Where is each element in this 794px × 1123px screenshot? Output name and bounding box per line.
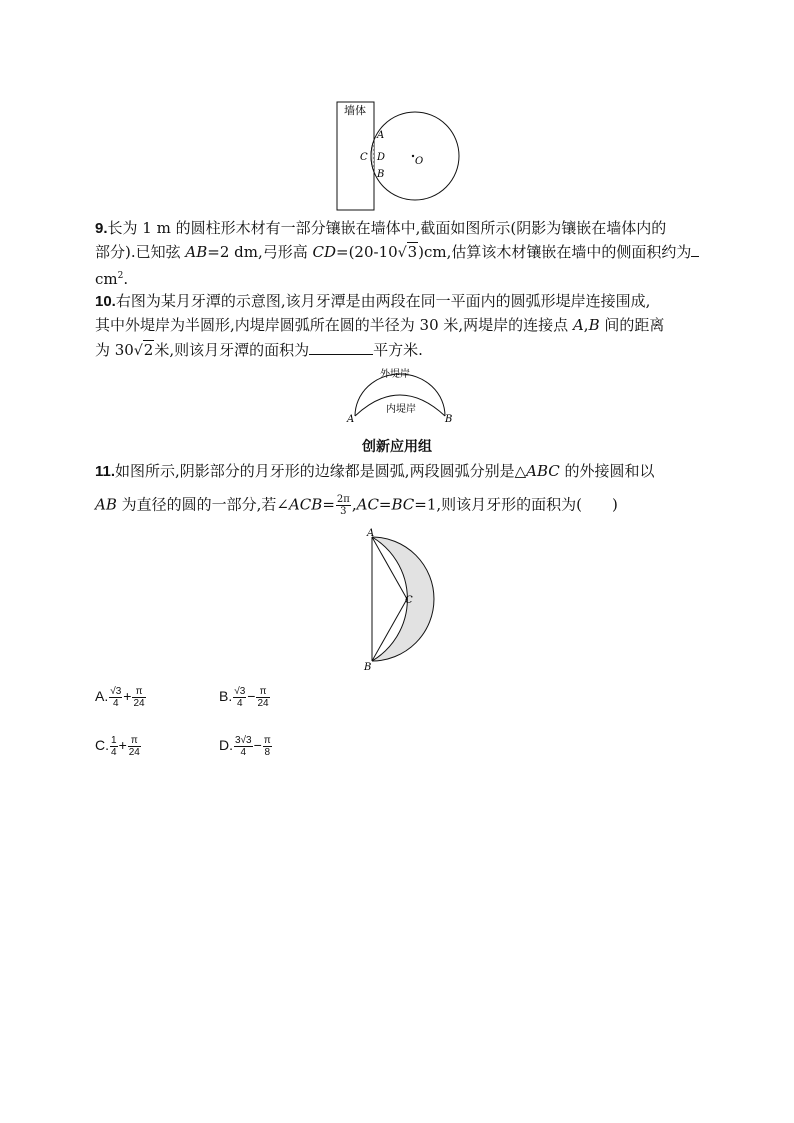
outer-bank-label: 外堤岸 bbox=[380, 369, 410, 380]
q11-abc: ABC bbox=[526, 462, 560, 480]
label-b: B bbox=[377, 169, 385, 180]
q9-end: . bbox=[123, 270, 129, 288]
q9-text-2e: =(20-10 bbox=[336, 243, 398, 261]
label-b: B bbox=[445, 414, 453, 425]
label-a: A bbox=[377, 130, 385, 141]
q10-number: 10. bbox=[95, 293, 116, 310]
option-c[interactable]: C. $\frac{1}{4}$ + $\frac{\pi}{24}$ bbox=[95, 734, 140, 758]
q9-number: 9. bbox=[95, 220, 108, 237]
crescent-shading bbox=[372, 537, 434, 661]
q11-text-1c: 的外接圆和以 bbox=[559, 462, 655, 480]
figure-q10 bbox=[345, 364, 455, 426]
q9-unit: cm bbox=[95, 270, 118, 288]
label-c: C bbox=[405, 595, 413, 606]
q9-ab: AB bbox=[185, 243, 208, 261]
option-d[interactable]: D. $\frac{3√3}{4}$ − $\frac{\pi}{8}$ bbox=[219, 734, 271, 758]
q10-text-2e: 间的距离 bbox=[599, 316, 665, 334]
q9-text-2a: 部分).已知弦 bbox=[95, 243, 186, 261]
q10-text-3c: 平方米. bbox=[373, 341, 423, 359]
q9-answer-blank[interactable] bbox=[691, 242, 699, 257]
q11-bc: BC bbox=[391, 495, 415, 514]
q11-eq2: = bbox=[378, 495, 392, 514]
q11-angle-fraction: $\frac{2\pi}{3}$ bbox=[336, 494, 350, 517]
q10-text-2a: 其中外堤岸为半圆形,内堤岸圆弧所在圆的半径为 30 米,两堤岸的连接点 bbox=[95, 316, 573, 334]
q11-acb: ACB bbox=[288, 495, 323, 514]
q11-line-1 bbox=[95, 461, 655, 482]
wall-rect bbox=[337, 102, 374, 210]
q9-text-2f: )cm,估算该木材镶嵌在墙中的侧面积约为 bbox=[418, 243, 692, 261]
q10-sqrt: √2 bbox=[133, 341, 154, 359]
q10-text-3a: 为 30 bbox=[95, 341, 134, 359]
q9-unit-sup: 2 bbox=[117, 271, 124, 281]
option-b-label: B. bbox=[219, 688, 233, 704]
q10-b: B bbox=[588, 316, 600, 334]
q11-text-1a: 如图所示,阴影部分的月牙形的边缘都是圆弧,两段圆弧分别是△ bbox=[115, 462, 527, 480]
option-a-label: A. bbox=[95, 688, 109, 704]
q11-text-2i: =1,则该月牙形的面积为( ) bbox=[414, 495, 618, 514]
q10-line-3 bbox=[95, 340, 423, 361]
label-c: C bbox=[360, 152, 368, 163]
q10-line-2 bbox=[95, 315, 664, 335]
q11-comma: , bbox=[351, 495, 357, 514]
q11-line-2 bbox=[95, 494, 618, 517]
inner-bank-label: 内堤岸 bbox=[386, 404, 416, 415]
q10-answer-blank[interactable] bbox=[309, 340, 373, 355]
q9-line-3 bbox=[95, 266, 128, 289]
center-o-dot bbox=[412, 155, 414, 157]
q11-text-2b: 为直径的圆的一部分,若∠ bbox=[116, 495, 289, 514]
q11-ab: AB bbox=[95, 495, 117, 514]
figure-q11 bbox=[360, 527, 440, 672]
label-o: O bbox=[415, 156, 424, 167]
q10-text-3b: 米,则该月牙潭的面积为 bbox=[154, 341, 310, 359]
q9-text-1: 长为 1 m 的圆柱形木材有一部分镶嵌在墙体中,截面如图所示(阴影为镶嵌在墙体内的 bbox=[107, 219, 667, 237]
q9-line-1 bbox=[95, 218, 666, 239]
q9-line-2 bbox=[95, 242, 699, 263]
label-a: A bbox=[347, 414, 355, 425]
q10-line-1 bbox=[95, 291, 650, 312]
option-c-label: C. bbox=[95, 737, 109, 753]
figure-q9 bbox=[330, 98, 465, 213]
q9-sqrt: √3 bbox=[397, 243, 418, 261]
option-b[interactable]: B. $\frac{√3}{4}$ − $\frac{\pi}{24}$ bbox=[219, 685, 269, 709]
q10-text-1: 右图为某月牙潭的示意图,该月牙潭是由两段在同一平面内的圆弧形堤岸连接围成, bbox=[115, 292, 651, 310]
option-d-label: D. bbox=[219, 737, 233, 753]
option-a[interactable]: A. $\frac{√3}{4}$ + $\frac{\pi}{24}$ bbox=[95, 685, 145, 709]
q11-ac: AC bbox=[356, 495, 379, 514]
q10-comma: , bbox=[583, 316, 589, 334]
q11-number: 11. bbox=[95, 463, 116, 480]
q10-a: A bbox=[572, 316, 584, 334]
q9-text-2c: =2 dm,弓形高 bbox=[207, 243, 313, 261]
label-a: A bbox=[367, 528, 375, 539]
label-b: B bbox=[364, 662, 372, 672]
section-heading: 创新应用组 bbox=[362, 439, 432, 455]
wall-label: 墙体 bbox=[344, 104, 366, 117]
q9-cd: CD bbox=[312, 243, 337, 261]
q11-eq: = bbox=[322, 495, 335, 514]
label-d: D bbox=[377, 152, 386, 163]
